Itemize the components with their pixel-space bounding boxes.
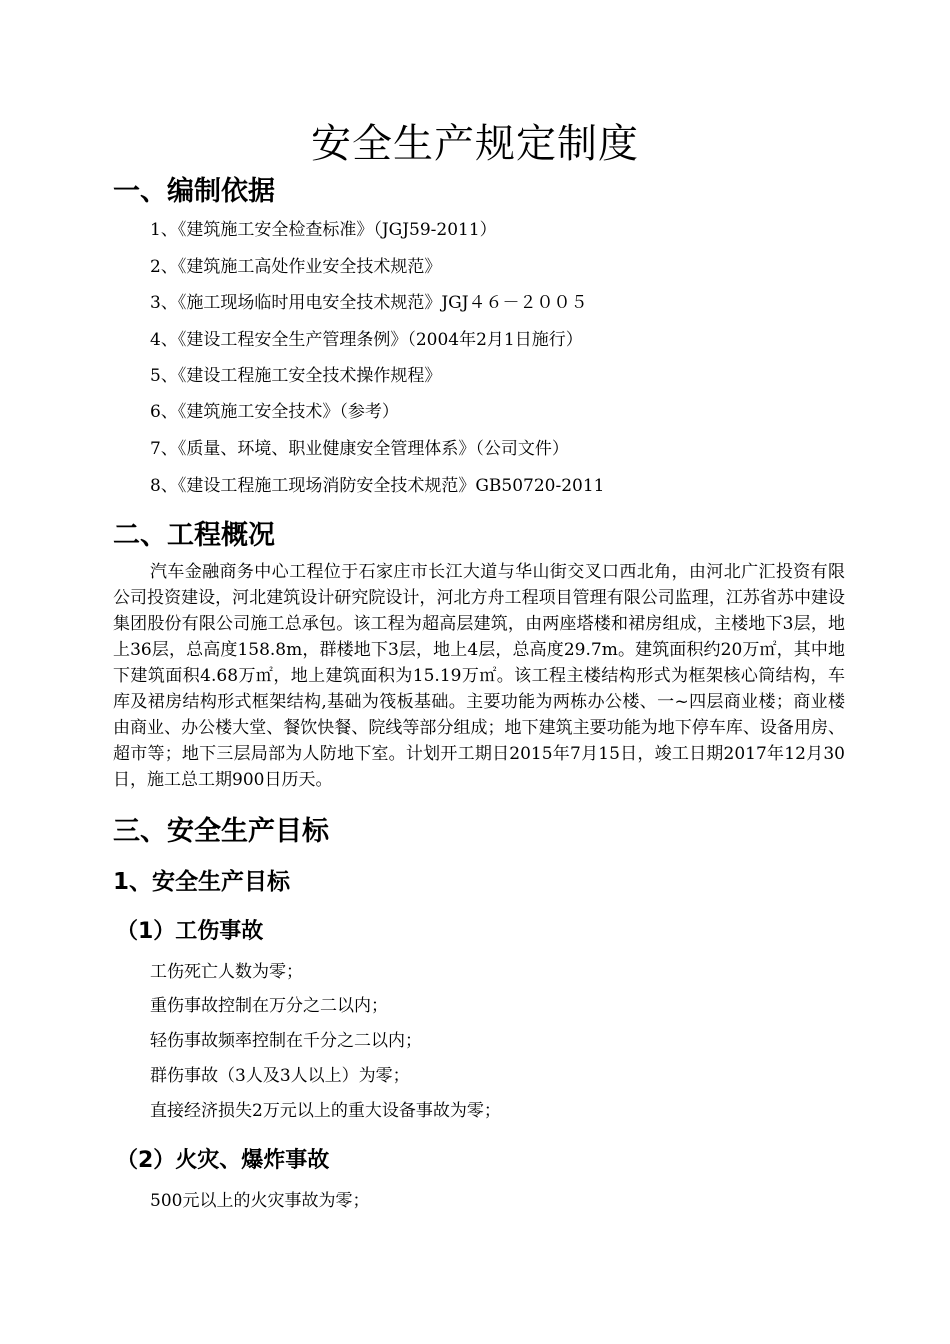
reference-item: 6、《建筑施工安全技术》（参考） <box>150 402 399 422</box>
reference-item: 3、《施工现场临时用电安全技术规范》JGJ４６－２００５ <box>150 293 588 313</box>
section-heading-overview: 二、工程概况 <box>113 520 275 551</box>
subsection-heading-goals: 1、安全生产目标 <box>113 869 291 895</box>
document-title: 安全生产规定制度 <box>311 121 639 167</box>
reference-item: 1、《建筑施工安全检查标准》（JGJ59-2011） <box>150 220 497 240</box>
reference-item: 8、《建设工程施工现场消防安全技术规范》GB50720-2011 <box>150 476 605 496</box>
project-overview-paragraph: 汽车金融商务中心工程位于石家庄市长江大道与华山街交叉口西北角，由河北广汇投资有限公司投资建设，河北建筑设计研究院设计，河北方舟工程项目管理有限公司监理，江苏省苏中建设集团股份有限公司施工总承包。该工程为超高层建筑，由两座塔楼和裙房组成，主楼地下3层，地上36层，总高度158.8m，群楼地下3层，地上4层，总高度29.7m。建筑面积约20万㎡，其中地下建筑面积4.68万㎡，地上建筑面积为15.19万㎡。该工程主楼结构形式为框架核心筒结构，车库及裙房结构形式框架结构,基础为筏板基础。主要功能为两栋办公楼、一~四层商业楼；商业楼由商业、办公楼大堂、餐饮快餐、院线等部分组成；地下建筑主要功能为地下停车库、设备用房、超市等；地下三层局部为人防地下室。计划开工期日2015年7月15日，竣工日期2017年12月30日，施工总工期900日历天。 <box>113 562 845 790</box>
subheading-fire-explosion: （2）火灾、爆炸事故 <box>116 1148 330 1173</box>
reference-item: 5、《建设工程施工安全技术操作规程》 <box>150 366 442 386</box>
reference-item: 7、《质量、环境、职业健康安全管理体系》（公司文件） <box>150 439 569 459</box>
subheading-injury-accidents: （1）工伤事故 <box>116 919 264 944</box>
goal-line: 轻伤事故频率控制在千分之二以内； <box>150 1031 422 1051</box>
goal-line: 500元以上的火灾事故为零； <box>150 1191 370 1211</box>
section-heading-goals: 三、安全生产目标 <box>113 816 329 847</box>
reference-item: 2、《建筑施工高处作业安全技术规范》 <box>150 257 442 277</box>
section-heading-basis: 一、编制依据 <box>113 176 275 207</box>
goal-line: 工伤死亡人数为零； <box>150 962 303 982</box>
goal-line: 重伤事故控制在万分之二以内； <box>150 996 388 1016</box>
goal-line: 群伤事故（3人及3人以上）为零； <box>150 1066 410 1086</box>
reference-item: 4、《建设工程安全生产管理条例》（2004年2月1日施行） <box>150 330 583 350</box>
goal-line: 直接经济损失2万元以上的重大设备事故为零； <box>150 1101 501 1121</box>
